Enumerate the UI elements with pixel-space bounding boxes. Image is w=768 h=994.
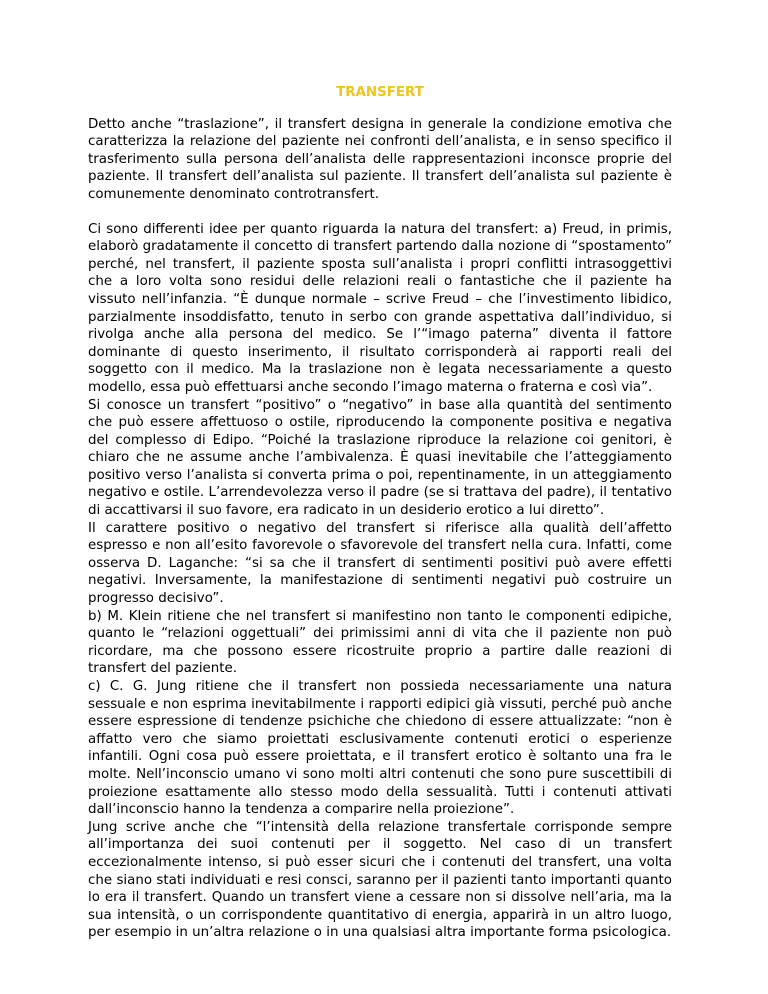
document-page (88, 84, 672, 942)
paragraph-definition: Detto anche “traslazione”, il transfert designa in generale la condizione emotiva che caratterizza la relazione del paziente nei confronti dell’analista, e in senso specifico il trasferimento sulla persona dell’analista delle rappresentazioni inconsce proprie del paziente. Il transfert dell’analista sul paziente. Il transfert dell’analista sul paziente è comunemente denominato controtransfert. (88, 116, 672, 202)
paragraph-jung: c) C. G. Jung ritiene che il transfert non possieda necessariamente una natura sessuale e non esprima inevitabilmente i rapporti edipici già vissuti, perché può anche essere espressione di tendenze psichiche che chiedono di essere attualizzate: “non è affatto vero che siamo proiettati esclusivamente contenuti erotici o esperienze infantili. Ogni cosa può essere proiettata, e il transfert erotico è soltanto una fra le molte. Nell’inconscio umano vi sono molti altri contenuti che sono pure suscettibili di proiezione esattamente allo stesso modo della sessualità. Tutti i contenuti attivati dall’inconscio hanno la tendenza a comparire nella proiezione”. (88, 679, 672, 818)
paragraph-positive-negative: Si conosce un transfert “positivo” o “negativo” in base alla quantità del sentimento che può essere affettuoso o ostile, riproducendo la componente positiva e negativa del complesso di Edipo. “Poiché la traslazione riproduce la relazione coi genitori, è chiaro che ne assume anche l’ambivalenza. È quasi inevitabile che l’atteggiamento positivo verso l’analista si converta prima o poi, repentinamente, in un atteggiamento negativo e ostile. L’arrendevolezza verso il padre (se si trattava del padre), il tentativo di accattivarsi il suo favore, era radicato in un desiderio erotico a lui diretto”. (88, 397, 672, 519)
paragraph-klein: b) M. Klein ritiene che nel transfert si manifestino non tanto le componenti edipiche, quanto le “relazioni oggettuali” dei primissimi anni di vita che il paziente non può ricordare, ma che possono essere ricostruite proprio a partire dalle reazioni di transfert del paziente. (88, 608, 672, 677)
paragraph-laganche: Il carattere positivo o negativo del transfert si riferisce alla qualità dell’affetto espresso e non all’esito favorevole o sfavorevole del transfert nella cura. Infatti, come osserva D. Laganche: “si sa che il transfert di sentimenti positivi può avere effetti negativi. Inversamente, la manifestazione di sentimenti negativi può costruire un progresso decisivo”. (88, 520, 672, 607)
document-title: TRANSFERT (336, 85, 424, 100)
paragraph-jung-intensity: Jung scrive anche che “l’intensità della relazione transfertale corrisponde sempre all’importanza dei suoi contenuti per il soggetto. Nel caso di un transfert eccezionalmente intenso, si può esser sicuri che i contenuti del transfert, una volta che siano stati individuati e resi consci, saranno per il pazienti tanto importanti quanto lo era il transfert. Quando un transfert viene a cessare non si dissolve nell’aria, ma la sua intensità, o un corrispondente quantitativo di energia, apparirà in un altro luogo, per esempio in un’altra relazione o in una qualsiasi altra importante forma psicologica. (88, 819, 672, 941)
paragraph-freud: Ci sono differenti idee per quanto riguarda la natura del transfert: a) Freud, in primis, elaborò gradatamente il concetto di transfert partendo dalla nozione di “spostamento” perché, nel transfert, il paziente sposta sull’analista i propri conflitti intrasoggettivi che a loro volta sono residui delle relazioni reali o fantastiche che il paziente ha vissuto nell’infanzia. “È dunque normale – scrive Freud – che l’investimento libidico, parzialmente insoddisfatto, tenuto in serbo con grande aspettativa dall’individuo, si rivolga anche alla persona del medico. Se l’“imago paterna” diventa il fattore dominante di questo inserimento, il risultato corrisponderà ai rapporti reali del soggetto con il medico. Ma la traslazione non è legata necessariamente a questo modello, essa può effettuarsi anche secondo l’imago materna o fraterna e così via”. (88, 221, 672, 395)
